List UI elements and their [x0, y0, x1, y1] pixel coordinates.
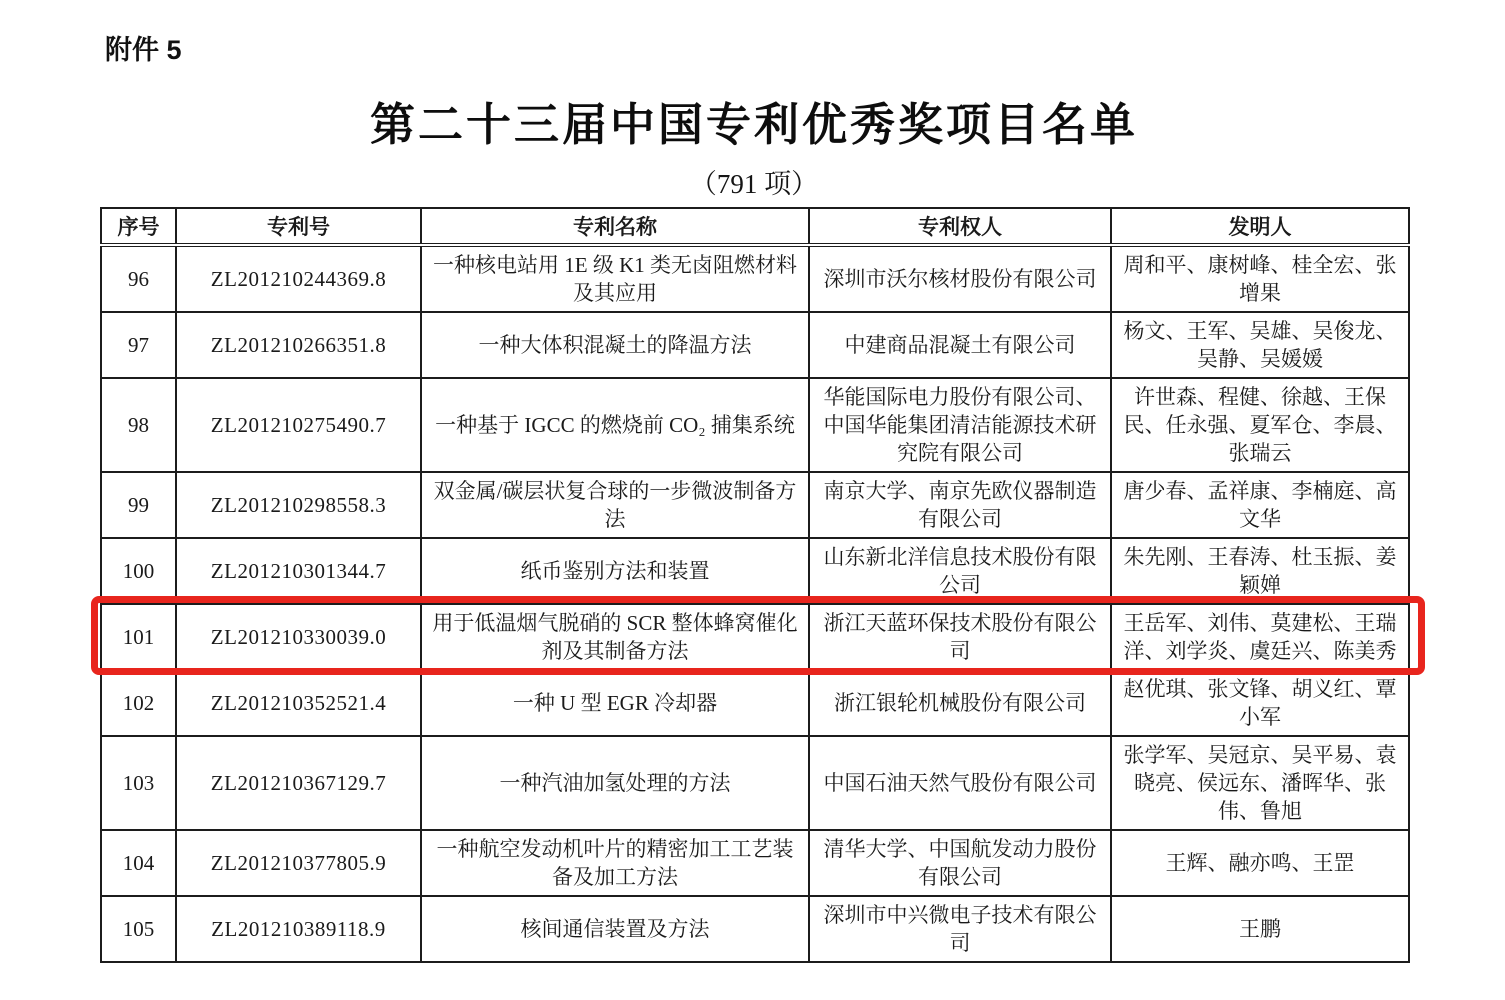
serial-number-cell: 104 [101, 830, 176, 896]
inventors-cell: 周和平、康树峰、桂全宏、张增果 [1111, 245, 1409, 312]
header-patent-number: 专利号 [176, 208, 421, 245]
patentee-cell: 浙江银轮机械股份有限公司 [809, 670, 1111, 736]
header-inventors: 发明人 [1111, 208, 1409, 245]
table-row [101, 538, 1409, 604]
serial-number-cell: 100 [101, 538, 176, 604]
document-title: 第二十三届中国专利优秀奖项目名单 [369, 99, 1138, 150]
table-row [101, 736, 1409, 830]
patent-number-cell: ZL201210377805.9 [176, 830, 421, 896]
inventors-cell: 许世森、程健、徐越、王保民、任永强、夏军仓、李晨、张瑞云 [1111, 378, 1409, 472]
document-subtitle: （791 项） [689, 169, 819, 199]
serial-number-cell: 103 [101, 736, 176, 830]
serial-number-cell: 96 [101, 245, 176, 312]
header-serial-number: 序号 [101, 208, 176, 245]
inventors-cell: 王辉、融亦鸣、王罡 [1111, 830, 1409, 896]
inventors-cell: 王岳军、刘伟、莫建松、王瑞洋、刘学炎、虞廷兴、陈美秀 [1111, 604, 1409, 670]
patent-table-container [100, 207, 1408, 963]
patent-number-cell: ZL201210367129.7 [176, 736, 421, 830]
patentee-cell: 南京大学、南京先欧仪器制造有限公司 [809, 472, 1111, 538]
table-row [101, 670, 1409, 736]
table-row [101, 245, 1409, 312]
table-body [101, 245, 1409, 962]
serial-number-cell: 105 [101, 896, 176, 962]
patent-number-cell: ZL201210301344.7 [176, 538, 421, 604]
table-row [101, 896, 1409, 962]
patentee-cell: 浙江天蓝环保技术股份有限公司 [809, 604, 1111, 670]
patentee-cell: 深圳市中兴微电子技术有限公司 [809, 896, 1111, 962]
patent-number-cell: ZL201210275490.7 [176, 378, 421, 472]
patentee-cell: 中国石油天然气股份有限公司 [809, 736, 1111, 830]
patentee-cell: 山东新北洋信息技术股份有限公司 [809, 538, 1111, 604]
inventors-cell: 张学军、吴冠京、吴平易、袁晓亮、侯远东、潘晖华、张伟、鲁旭 [1111, 736, 1409, 830]
serial-number-cell: 97 [101, 312, 176, 378]
patentee-cell: 中建商品混凝土有限公司 [809, 312, 1111, 378]
inventors-cell: 杨文、王军、吴雄、吴俊龙、吴静、吴媛媛 [1111, 312, 1409, 378]
patentee-cell: 深圳市沃尔核材股份有限公司 [809, 245, 1111, 312]
serial-number-cell: 98 [101, 378, 176, 472]
patent-table [100, 207, 1410, 963]
patent-name-cell: 一种航空发动机叶片的精密加工工艺装备及加工方法 [421, 830, 809, 896]
patent-name-cell: 纸币鉴别方法和装置 [421, 538, 809, 604]
table-row [101, 472, 1409, 538]
inventors-cell: 王鹏 [1111, 896, 1409, 962]
serial-number-cell: 102 [101, 670, 176, 736]
inventors-cell: 赵优琪、张文锋、胡义红、覃小军 [1111, 670, 1409, 736]
patentee-cell: 华能国际电力股份有限公司、中国华能集团清洁能源技术研究院有限公司 [809, 378, 1111, 472]
patent-number-cell: ZL201210330039.0 [176, 604, 421, 670]
patent-name-cell: 双金属/碳层状复合球的一步微波制备方法 [421, 472, 809, 538]
patent-name-cell: 核间通信装置及方法 [421, 896, 809, 962]
patent-number-cell: ZL201210389118.9 [176, 896, 421, 962]
serial-number-cell: 101 [101, 604, 176, 670]
table-header-row [101, 208, 1409, 245]
patent-name-cell: 一种汽油加氢处理的方法 [421, 736, 809, 830]
patent-number-cell: ZL201210352521.4 [176, 670, 421, 736]
header-patent-name: 专利名称 [421, 208, 809, 245]
table-row [101, 312, 1409, 378]
header-patentee: 专利权人 [809, 208, 1111, 245]
serial-number-cell: 99 [101, 472, 176, 538]
inventors-cell: 唐少春、孟祥康、李楠庭、高文华 [1111, 472, 1409, 538]
inventors-cell: 朱先刚、王春涛、杜玉振、姜颖婵 [1111, 538, 1409, 604]
patent-number-cell: ZL201210266351.8 [176, 312, 421, 378]
patent-name-cell: 一种核电站用 1E 级 K1 类无卤阻燃材料及其应用 [421, 245, 809, 312]
patent-number-cell: ZL201210298558.3 [176, 472, 421, 538]
patent-name-cell: 一种基于 IGCC 的燃烧前 CO₂ 捕集系统 [421, 378, 809, 472]
table-row [101, 604, 1409, 670]
patent-number-cell: ZL201210244369.8 [176, 245, 421, 312]
patent-name-cell: 用于低温烟气脱硝的 SCR 整体蜂窝催化剂及其制备方法 [421, 604, 809, 670]
patent-name-cell: 一种大体积混凝土的降温方法 [421, 312, 809, 378]
patent-name-cell: 一种 U 型 EGR 冷却器 [421, 670, 809, 736]
table-row [101, 830, 1409, 896]
patentee-cell: 清华大学、中国航发动力股份有限公司 [809, 830, 1111, 896]
table-row [101, 378, 1409, 472]
attachment-label: 附件 5 [105, 35, 182, 65]
